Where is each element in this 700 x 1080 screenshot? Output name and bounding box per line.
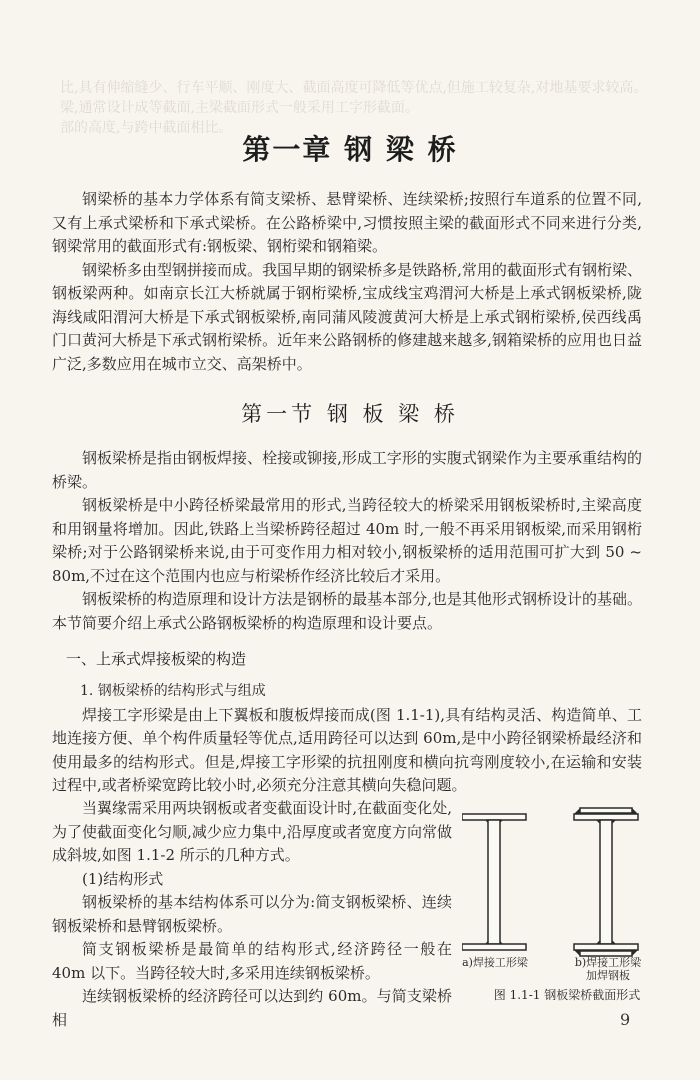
figure-label-a: a)焊接工形梁	[462, 956, 528, 969]
paragraph: 钢板梁桥的构造原理和设计方法是钢桥的最基本部分,也是其他形式钢桥设计的基础。本节简要介绍上承式公路钢板梁桥的构造原理和设计要点。	[52, 590, 642, 632]
section-title: 第一节 钢 板 梁 桥	[241, 402, 459, 426]
i-beam-a-icon	[462, 814, 526, 950]
section-text	[52, 447, 642, 635]
i-beam-b-icon	[574, 808, 638, 956]
paragraph: 连续钢板梁桥的经济跨径可以达到约 60m。与简支梁桥相	[52, 987, 452, 1029]
paragraph: 当翼缘需采用两块钢板或者变截面设计时,在截面变化处,为了使截面变化匀顺,减少应力集中,沿厚度或者宽度方向常做成斜坡,如图 1.1-2 所示的几种方式。	[52, 799, 452, 864]
figure-label-b-line1: b)焊接工形梁	[574, 956, 642, 969]
paragraph: 焊接工字形梁是由上下翼板和腹板焊接而成(图 1.1-1),具有结构灵活、构造简单、工地连接方便、单个构件质量轻等优点,适用跨径可以达到 60m,是中小跨径钢梁桥最经济和使用最多的结构形式。但是,焊接工字形梁的抗扭刚度和横向抗弯刚度较小,在运输和安装过程中,或者桥梁宽跨比较小时,必须充分注意其横向失稳问题。	[52, 705, 642, 794]
figure-1-1-1	[462, 806, 682, 1006]
paragraph: 简支钢板梁桥是最简单的结构形式,经济跨径一般在 40m 以下。当跨径较大时,多采用连续钢板梁桥。	[52, 940, 452, 982]
i-beam-diagram	[462, 806, 682, 981]
subsub-heading: 1. 钢板梁桥的结构形式与组成	[80, 683, 266, 699]
bleed-line: 梁,通常设计成等截面,主梁截面形式一般采用工字形截面。	[60, 100, 419, 116]
paragraph: 钢梁桥的基本力学体系有简支梁桥、悬臂梁桥、连续梁桥;按照行车道系的位置不同,又有上承式梁桥和下承式梁桥。在公路桥梁中,习惯按照主梁的截面形式不同来进行分类,钢梁常用的截面形式有:钢板梁、钢桁梁和钢箱梁。	[52, 190, 642, 255]
paragraph: (1)结构形式	[82, 869, 164, 888]
figure-label-b-line2: 加焊钢板	[586, 969, 630, 982]
paragraph: 钢板梁桥是指由钢板焊接、栓接或铆接,形成工字形的实腹式钢梁作为主要承重结构的桥梁。	[52, 449, 642, 491]
paragraph: 钢梁桥多由型钢拼接而成。我国早期的钢梁桥多是铁路桥,常用的截面形式有钢桁梁、钢板梁两种。如南京长江大桥就属于钢桁梁桥,宝成线宝鸡渭河大桥是上承式钢板梁桥,陇海线咸阳渭河大桥是下承式钢板梁桥,南同蒲风陵渡黄河大桥是上承式钢桁梁桥,侯西线禹门口黄河大桥是下承式钢桁梁桥。近年来公路钢桥的修建越来越多,钢箱梁桥的应用也日益广泛,多数应用在城市立交、高架桥中。	[52, 260, 642, 373]
structure-text	[52, 680, 642, 798]
narrow-text	[52, 797, 452, 1032]
page-number: 9	[620, 1010, 631, 1029]
sub-heading: 一、上承式焊接板梁的构造	[66, 650, 247, 668]
intro-text	[52, 188, 642, 376]
paragraph: 钢板梁桥的基本结构体系可以分为:简支钢板梁桥、连续钢板梁桥和悬臂钢板梁桥。	[52, 893, 452, 935]
figure-caption: 图 1.1-1 钢板梁桥截面形式	[493, 988, 641, 1002]
figure-label-b	[566, 956, 650, 982]
chapter-title: 第一章 钢 梁 桥	[242, 133, 458, 166]
bleed-line: 部的高度,与跨中截面相比。	[60, 120, 233, 136]
bleed-line: 比,具有伸缩缝少、行车平顺、刚度大、截面高度可降低等优点,但施工较复杂,对地基要求较高。	[60, 80, 648, 96]
paragraph: 钢板梁桥是中小跨径桥梁最常用的形式,当跨径较大的桥梁采用钢板梁桥时,主梁高度和用钢量将增加。因此,铁路上当梁桥跨径超过 40m 时,一般不再采用钢板梁,而采用钢桁梁桥;对于公路钢梁桥来说,由于可变作用力相对较小,钢板梁桥的适用范围可扩大到 50 ~ 80m,不过在这个范围内也应与桁梁桥作经济比较后才采用。	[52, 496, 642, 585]
